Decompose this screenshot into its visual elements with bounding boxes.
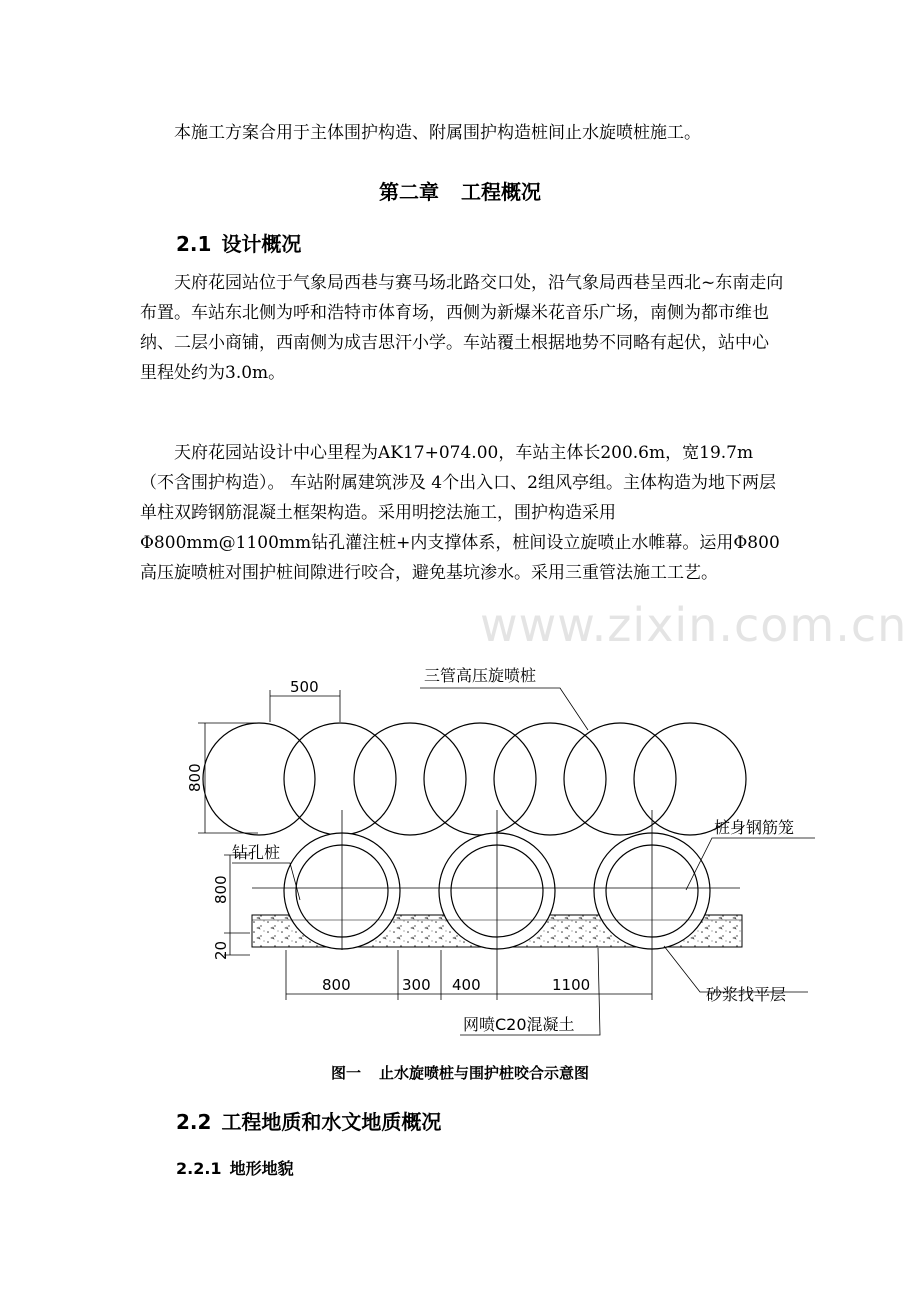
section-2-2-1-heading xyxy=(176,1156,294,1179)
caption-number: 图一 xyxy=(330,1064,361,1082)
label-mortar-layer: 砂浆找平层 xyxy=(706,985,787,1004)
dim-b-1100: 1100 xyxy=(552,976,591,994)
subsection-number: 2.2.1 xyxy=(176,1159,222,1178)
section-title: 工程地质和水文地质概况 xyxy=(221,1110,442,1134)
dim-b-400: 400 xyxy=(452,976,481,994)
subsection-title: 地形地貌 xyxy=(229,1159,294,1178)
dim-b-800: 800 xyxy=(322,976,351,994)
label-jet-grout-pile: 三管高压旋喷桩 xyxy=(424,666,537,685)
label-shotcrete: 网喷C20混凝土 xyxy=(463,1015,575,1034)
dim-500: 500 xyxy=(290,678,319,696)
dim-800-mid: 800 xyxy=(212,875,230,904)
jet-grout-pile xyxy=(354,723,466,835)
jet-grout-pile xyxy=(564,723,676,835)
section-title: 设计概况 xyxy=(221,232,302,256)
dim-b-300: 300 xyxy=(402,976,431,994)
body-paragraph-1: 天府花园站位于气象局西巷与赛马场北路交口处，沿气象局西巷呈西北~东南走向布置。车站东北侧为呼和浩特市体育场，西侧为新爆米花音乐广场，南侧为都市维也纳、二层小商铺，西南侧为成吉思汗小学。车站覆土根据地势不同略有起伏，站中心里程处约为3.0m。 xyxy=(140,273,784,383)
dim-20: 20 xyxy=(212,940,230,960)
section-number: 2.2 xyxy=(176,1110,212,1134)
pile-diagram xyxy=(0,650,920,1060)
section-2-2-heading xyxy=(176,1106,441,1135)
dim-800-top: 800 xyxy=(186,763,204,792)
jet-grout-pile xyxy=(203,723,315,835)
chapter-title: 工程概况 xyxy=(461,180,541,204)
jet-grout-piles xyxy=(203,723,746,835)
jet-grout-pile xyxy=(424,723,536,835)
jet-grout-pile xyxy=(494,723,606,835)
jet-grout-pile xyxy=(284,723,396,835)
body-paragraph-2: 天府花园站设计中心里程为AK17+074.00，车站主体长200.6m，宽19.7m（不含围护构造）。 车站附属建筑涉及 4个出入口、2组风亭组。主体构造为地下两层单柱双跨钢筋混凝土框架构造。采用明挖法施工，围护构造采用Φ800mm@1100mm钻孔灌注桩+内支撑体系，桩间设立旋喷止水帷幕。运用Φ800高压旋喷桩对围护桩间隙进行咬合，避免基坑渗水。采用三重管法施工工艺。 xyxy=(140,443,780,583)
section-2-1-heading xyxy=(176,228,301,257)
section-number: 2.1 xyxy=(176,232,212,256)
label-steel-cage: 桩身钢筋笼 xyxy=(714,818,795,837)
watermark: www.zixin.com.cn xyxy=(480,598,908,652)
intro-paragraph: 本施工方案合用于主体围护构造、附属围护构造桩间止水旋喷桩施工。 xyxy=(174,123,701,143)
caption-title: 止水旋喷桩与围护桩咬合示意图 xyxy=(379,1064,590,1082)
chapter-number: 第二章 xyxy=(379,180,439,204)
figure-caption xyxy=(0,1062,920,1083)
label-bored-pile: 钻孔桩 xyxy=(232,843,281,862)
chapter-heading xyxy=(0,176,920,205)
